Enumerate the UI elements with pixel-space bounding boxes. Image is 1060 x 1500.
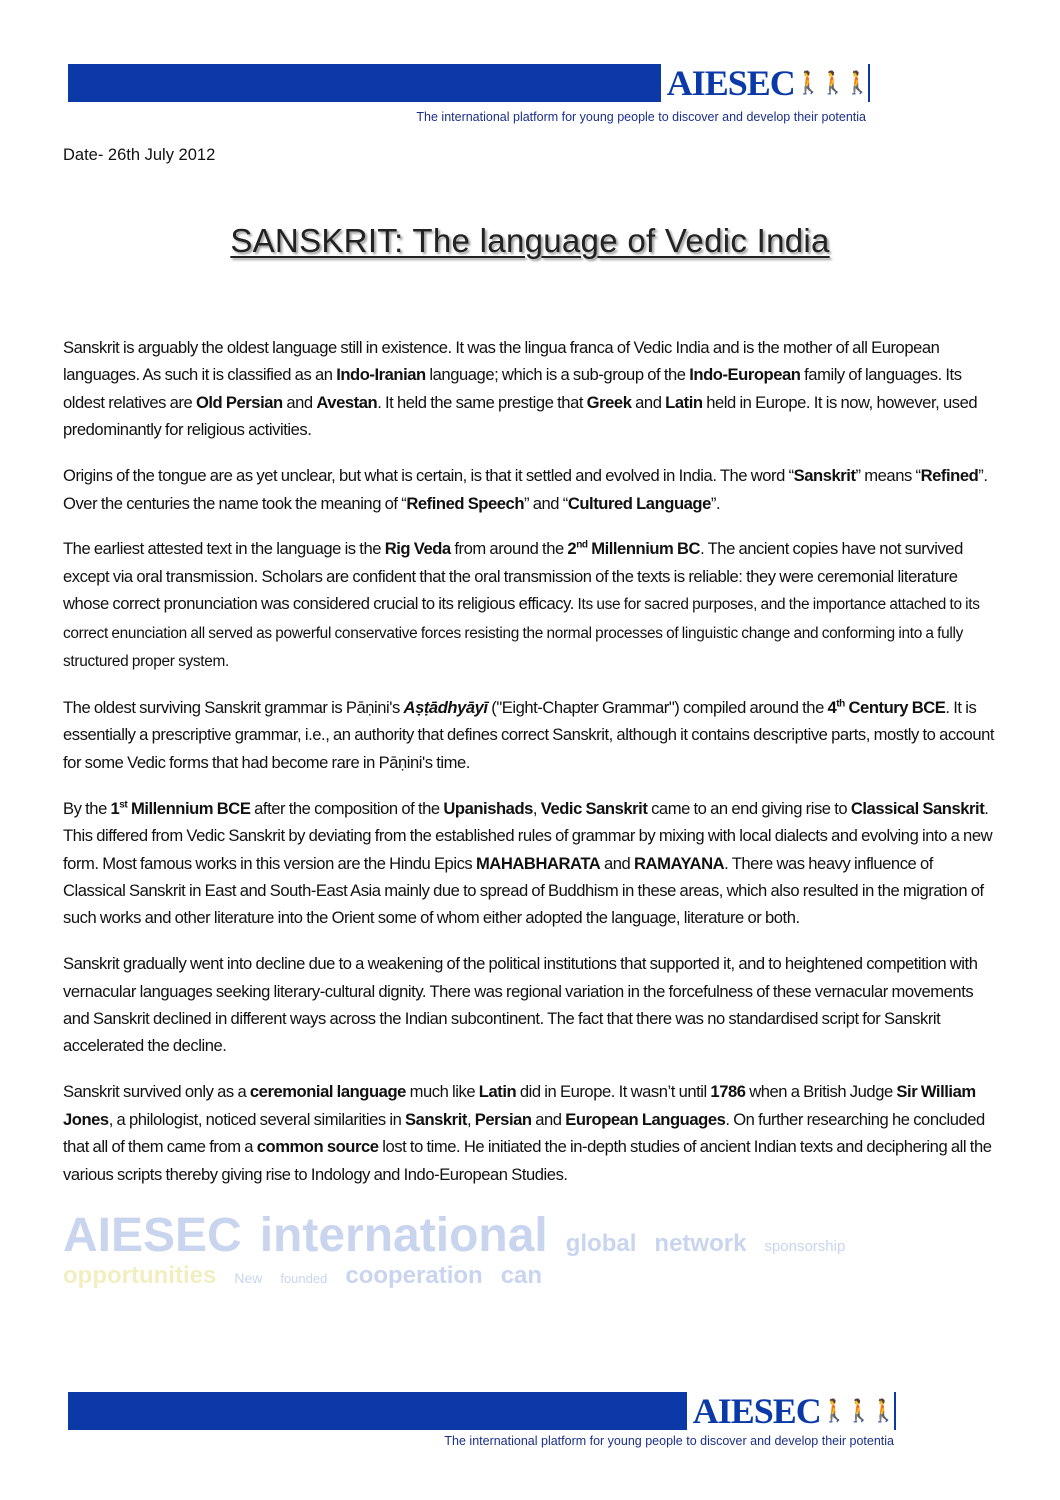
text-run: and bbox=[282, 392, 317, 412]
bold-text: common source bbox=[256, 1137, 379, 1157]
document-title: SANSKRIT: The language of Vedic India bbox=[230, 222, 830, 259]
paragraph bbox=[63, 795, 998, 932]
people-icon: 🚶🚶🚶 bbox=[820, 1398, 894, 1423]
people-icon: 🚶🚶🚶 bbox=[794, 70, 868, 95]
bold-text: 2 bbox=[567, 539, 577, 559]
text-run: after the composition of the bbox=[250, 798, 444, 818]
text-run: . There was heavy influence of Classical Sanskrit in East and South-East Asia mainly due to spread of Buddhism in these areas, which also resulted in the migration of such works and other literature into the Orient some of whom either adopted the language, literature or both. bbox=[63, 853, 984, 928]
bold-text: Sanskrit bbox=[405, 1109, 467, 1129]
bold-text: European Languages bbox=[565, 1109, 726, 1129]
text-run: ” and “ bbox=[524, 493, 568, 513]
bold-text: Century BCE bbox=[844, 697, 946, 717]
text-run: did in Europe. It wasn’t until bbox=[516, 1082, 711, 1102]
header-banner bbox=[68, 64, 870, 102]
text-run: Sanskrit survived only as a bbox=[63, 1082, 250, 1102]
text-run: lost to time. He initiated the in-depth studies of ancient Indian texts and deciphering all the various scripts thereby giving rise to Indology and Indo-European Studies. bbox=[63, 1137, 992, 1184]
bold-text: Greek bbox=[586, 392, 632, 412]
text-run: Sanskrit is arguably the oldest language still in existence. It was the lingua franca of Vedic India and is the mother of all European languages. As such it is classified as an bbox=[63, 338, 940, 385]
text-run: , bbox=[466, 1109, 475, 1129]
text-run: Origins of the tongue are as yet unclear, but what is certain, is that it settled and evolved in India. The word “ bbox=[63, 466, 794, 486]
watermark bbox=[63, 1206, 998, 1289]
bold-text: Indo-Iranian bbox=[336, 365, 426, 385]
bold-text: RAMAYANA bbox=[634, 853, 725, 873]
page-flow bbox=[63, 334, 998, 1464]
text-run: Sanskrit gradually went into decline due to a weakening of the political institutions that supported it, and to heightened competition with vernacular languages seeking literary-cultural dignity. There was regional variation in the forcefulness of these vernacular movements and Sanskrit declined in different ways across the Indian subcontinent. The fact that there was no standardised script for Sanskrit accelerated the decline. bbox=[63, 954, 978, 1056]
text-run: and bbox=[631, 392, 666, 412]
text-run: . This differed from Vedic Sanskrit by deviating from the established rules of grammar by mixing with local dialects and evolving into a new form. Most famous works in this version are the Hindu Epics bbox=[63, 798, 993, 873]
watermark-word: network bbox=[654, 1230, 747, 1258]
text-run: and bbox=[600, 853, 635, 873]
text-run: . The ancient copies have not survived except via oral transmission. Scholars are confident that the oral transmission of the texts is reliable: they were ceremonial literature whose correct pronunciation was considered crucial to its religious efficacy. bbox=[63, 539, 963, 614]
footer-banner bbox=[68, 1392, 896, 1430]
text-run: much like bbox=[405, 1082, 479, 1102]
text-run: when a British Judge bbox=[745, 1082, 897, 1102]
bold-text: ceremonial language bbox=[249, 1082, 406, 1102]
text-run: Its use for sacred purposes, and the importance attached to its correct enunciation all served as powerful conservative forces resisting the normal processes of linguistic change and conforming into a fully structured proper system. bbox=[63, 596, 980, 671]
text-run: . It is essentially a prescriptive grammar, i.e., an authority that defines correct Sanskrit, although it contains descriptive parts, mostly to account for some Vedic forms that had become rare in Pāṇini's time. bbox=[63, 697, 995, 772]
bold-text: 1 bbox=[110, 798, 120, 818]
text-run: ” means “ bbox=[855, 466, 921, 486]
bold-text: Avestan bbox=[316, 392, 378, 412]
document-date: Date- 26th July 2012 bbox=[63, 146, 216, 164]
header-tagline: The international platform for young people to discover and develop their potentia bbox=[416, 110, 866, 124]
bold-text: Aṣṭādhyāyī bbox=[403, 697, 488, 717]
bold-text: 4 bbox=[827, 697, 837, 717]
paragraph bbox=[63, 334, 998, 444]
text-run: The earliest attested text in the language is the bbox=[63, 539, 385, 559]
bold-text: Latin bbox=[478, 1082, 517, 1102]
paragraph bbox=[63, 535, 998, 675]
text-run: . It held the same prestige that bbox=[377, 392, 587, 412]
watermark-word: cooperation bbox=[345, 1262, 483, 1290]
footer bbox=[0, 1392, 1060, 1464]
text-run: st bbox=[119, 799, 128, 811]
bold-text: 1786 bbox=[710, 1082, 746, 1102]
watermark-word: founded bbox=[280, 1271, 328, 1287]
paragraph bbox=[63, 694, 998, 776]
watermark-word: opportunities bbox=[63, 1262, 217, 1290]
logo-text: AIESEC bbox=[692, 1391, 821, 1431]
text-run: The oldest surviving Sanskrit grammar is Pāṇini's bbox=[63, 697, 404, 717]
bold-text: Classical Sanskrit bbox=[850, 798, 985, 818]
watermark-word: global bbox=[565, 1230, 637, 1258]
watermark-word: New bbox=[234, 1270, 263, 1287]
bold-text: Cultured Language bbox=[567, 493, 711, 513]
text-run: , bbox=[532, 798, 541, 818]
bold-text: Indo-European bbox=[689, 365, 801, 385]
paragraph bbox=[63, 950, 998, 1060]
paragraph bbox=[63, 1078, 998, 1188]
bold-text: Sir William Jones bbox=[63, 1082, 976, 1129]
text-run: th bbox=[836, 698, 845, 710]
text-run: nd bbox=[576, 539, 588, 551]
text-run: , a philologist, noticed several similarities in bbox=[108, 1109, 406, 1129]
bold-text: Vedic Sanskrit bbox=[540, 798, 648, 818]
bold-text: Millennium BCE bbox=[127, 798, 251, 818]
text-run: family of languages. Its oldest relatives are bbox=[63, 365, 962, 412]
text-run: and bbox=[531, 1109, 566, 1129]
bold-text: Sanskrit bbox=[793, 466, 856, 486]
document-body bbox=[63, 334, 998, 1206]
bold-text: Rig Veda bbox=[384, 539, 451, 559]
paragraph bbox=[63, 462, 998, 517]
bold-text: Refined Speech bbox=[406, 493, 525, 513]
watermark-word: sponsorship bbox=[764, 1238, 846, 1256]
bold-text: Millennium BC bbox=[587, 539, 701, 559]
text-run: ("Eight-Chapter Grammar") compiled around the bbox=[487, 697, 828, 717]
aiesec-logo bbox=[661, 64, 868, 102]
footer-tagline: The international platform for young people to discover and develop their potentia bbox=[444, 1434, 894, 1448]
logo-text: AIESEC bbox=[666, 63, 795, 103]
watermark-word: AIESEC bbox=[63, 1209, 242, 1263]
bold-text: MAHABHARATA bbox=[475, 853, 601, 873]
text-run: from around the bbox=[450, 539, 568, 559]
watermark-word: can bbox=[500, 1262, 543, 1290]
text-run: language; which is a sub-group of the bbox=[425, 365, 690, 385]
aiesec-logo bbox=[687, 1392, 894, 1430]
bold-text: Latin bbox=[665, 392, 703, 412]
bold-text: Refined bbox=[920, 466, 979, 486]
text-run: By the bbox=[63, 798, 111, 818]
text-run: . On further researching he concluded that all of them came from a bbox=[63, 1109, 985, 1157]
bold-text: Upanishads bbox=[443, 798, 533, 818]
text-run: ”. bbox=[710, 493, 721, 513]
text-run: ”. Over the centuries the name took the meaning of “ bbox=[63, 466, 988, 513]
bold-text: Persian bbox=[474, 1109, 532, 1129]
text-run: came to an end giving rise to bbox=[647, 798, 851, 818]
bold-text: Old Persian bbox=[195, 392, 283, 412]
watermark-word: international bbox=[259, 1209, 548, 1263]
text-run: held in Europe. It is now, however, used predominantly for religious activities. bbox=[63, 392, 978, 440]
